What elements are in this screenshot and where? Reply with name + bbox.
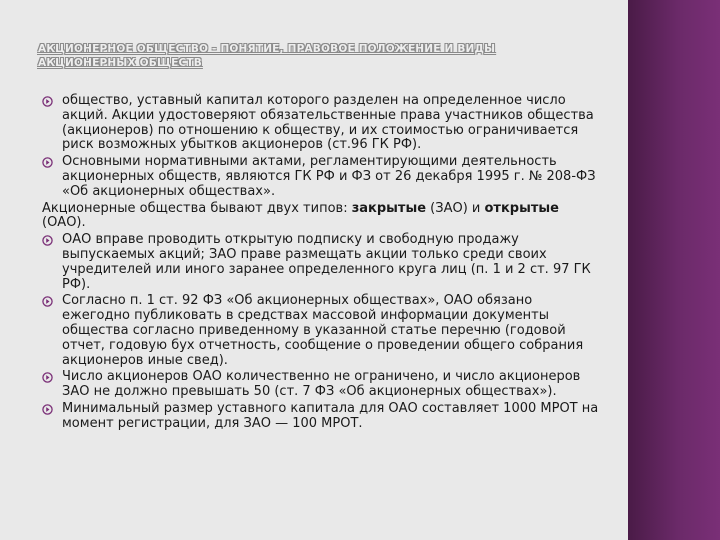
list-item-text: ОАО вправе проводить открытую подписку и свободную продажу выпускаемых акций; ЗАО праве размещать акции только среди своих учредителей или иного заранее определенного круга лиц (п. 1 и 2 ст. 97 ГК РФ). (62, 232, 591, 292)
circled-arrow-icon (42, 235, 53, 246)
list-item (42, 370, 602, 400)
types-prefix: Акционерные общества бывают двух типов: (42, 200, 352, 216)
slide-content (42, 94, 602, 434)
circled-arrow-icon (42, 157, 53, 168)
circled-arrow-icon (42, 372, 53, 383)
types-closed: закрытые (351, 200, 427, 216)
slide-title (38, 42, 598, 70)
list-item (42, 294, 602, 368)
circled-arrow-icon (42, 404, 53, 415)
types-middle: (ЗАО) и (426, 200, 485, 216)
list-item (42, 233, 602, 292)
decorative-side-band (628, 0, 720, 540)
list-item (42, 402, 602, 432)
circled-arrow-icon (42, 96, 53, 107)
types-suffix: (ОАО). (42, 215, 86, 231)
types-open: открытые (484, 200, 559, 216)
circled-arrow-icon (42, 296, 53, 307)
types-paragraph (42, 202, 602, 232)
list-item-text: Согласно п. 1 ст. 92 ФЗ «Об акционерных обществах», ОАО обязано ежегодно публиковать в средствах массовой информации документы общества согласно приведенному в указанной статье перечню (годовой отчет, годовую бух отчетность, сообщение о проведении общего собрания акционеров иные свед). (62, 293, 584, 368)
slide-title-line-2: АКЦИОНЕРНЫХ ОБЩЕСТВ (38, 57, 202, 69)
list-item (42, 94, 602, 153)
list-item-text: Минимальный размер уставного капитала для ОАО составляет 1000 МРОТ на момент регистрации, для ЗАО — 100 МРОТ. (62, 400, 599, 431)
list-item (42, 155, 602, 199)
list-item-text: Основными нормативными актами, регламентирующими деятельность акционерных обществ, являются ГК РФ и ФЗ от 26 декабря 1995 г. № 208-ФЗ «Об акционерных обществах». (62, 154, 596, 199)
list-item-text: общество, уставный капитал которого разделен на определенное число акций. Акции удостоверяют обязательственные права участников общества (акционеров) по отношению к обществу, и их стоимостью ограничивается риск возможных убытков акционеров (ст.96 ГК РФ). (62, 93, 594, 153)
list-item-text: Число акционеров ОАО количественно не ограничено, и число акционеров ЗАО не должно превышать 50 (ст. 7 ФЗ «Об акционерных обществах»). (62, 369, 581, 400)
slide-title-line-1: АКЦИОНЕРНОЕ ОБЩЕСТВО - ПОНЯТИЕ, ПРАВОВОЕ ПОЛОЖЕНИЕ И ВИДЫ (38, 43, 496, 55)
